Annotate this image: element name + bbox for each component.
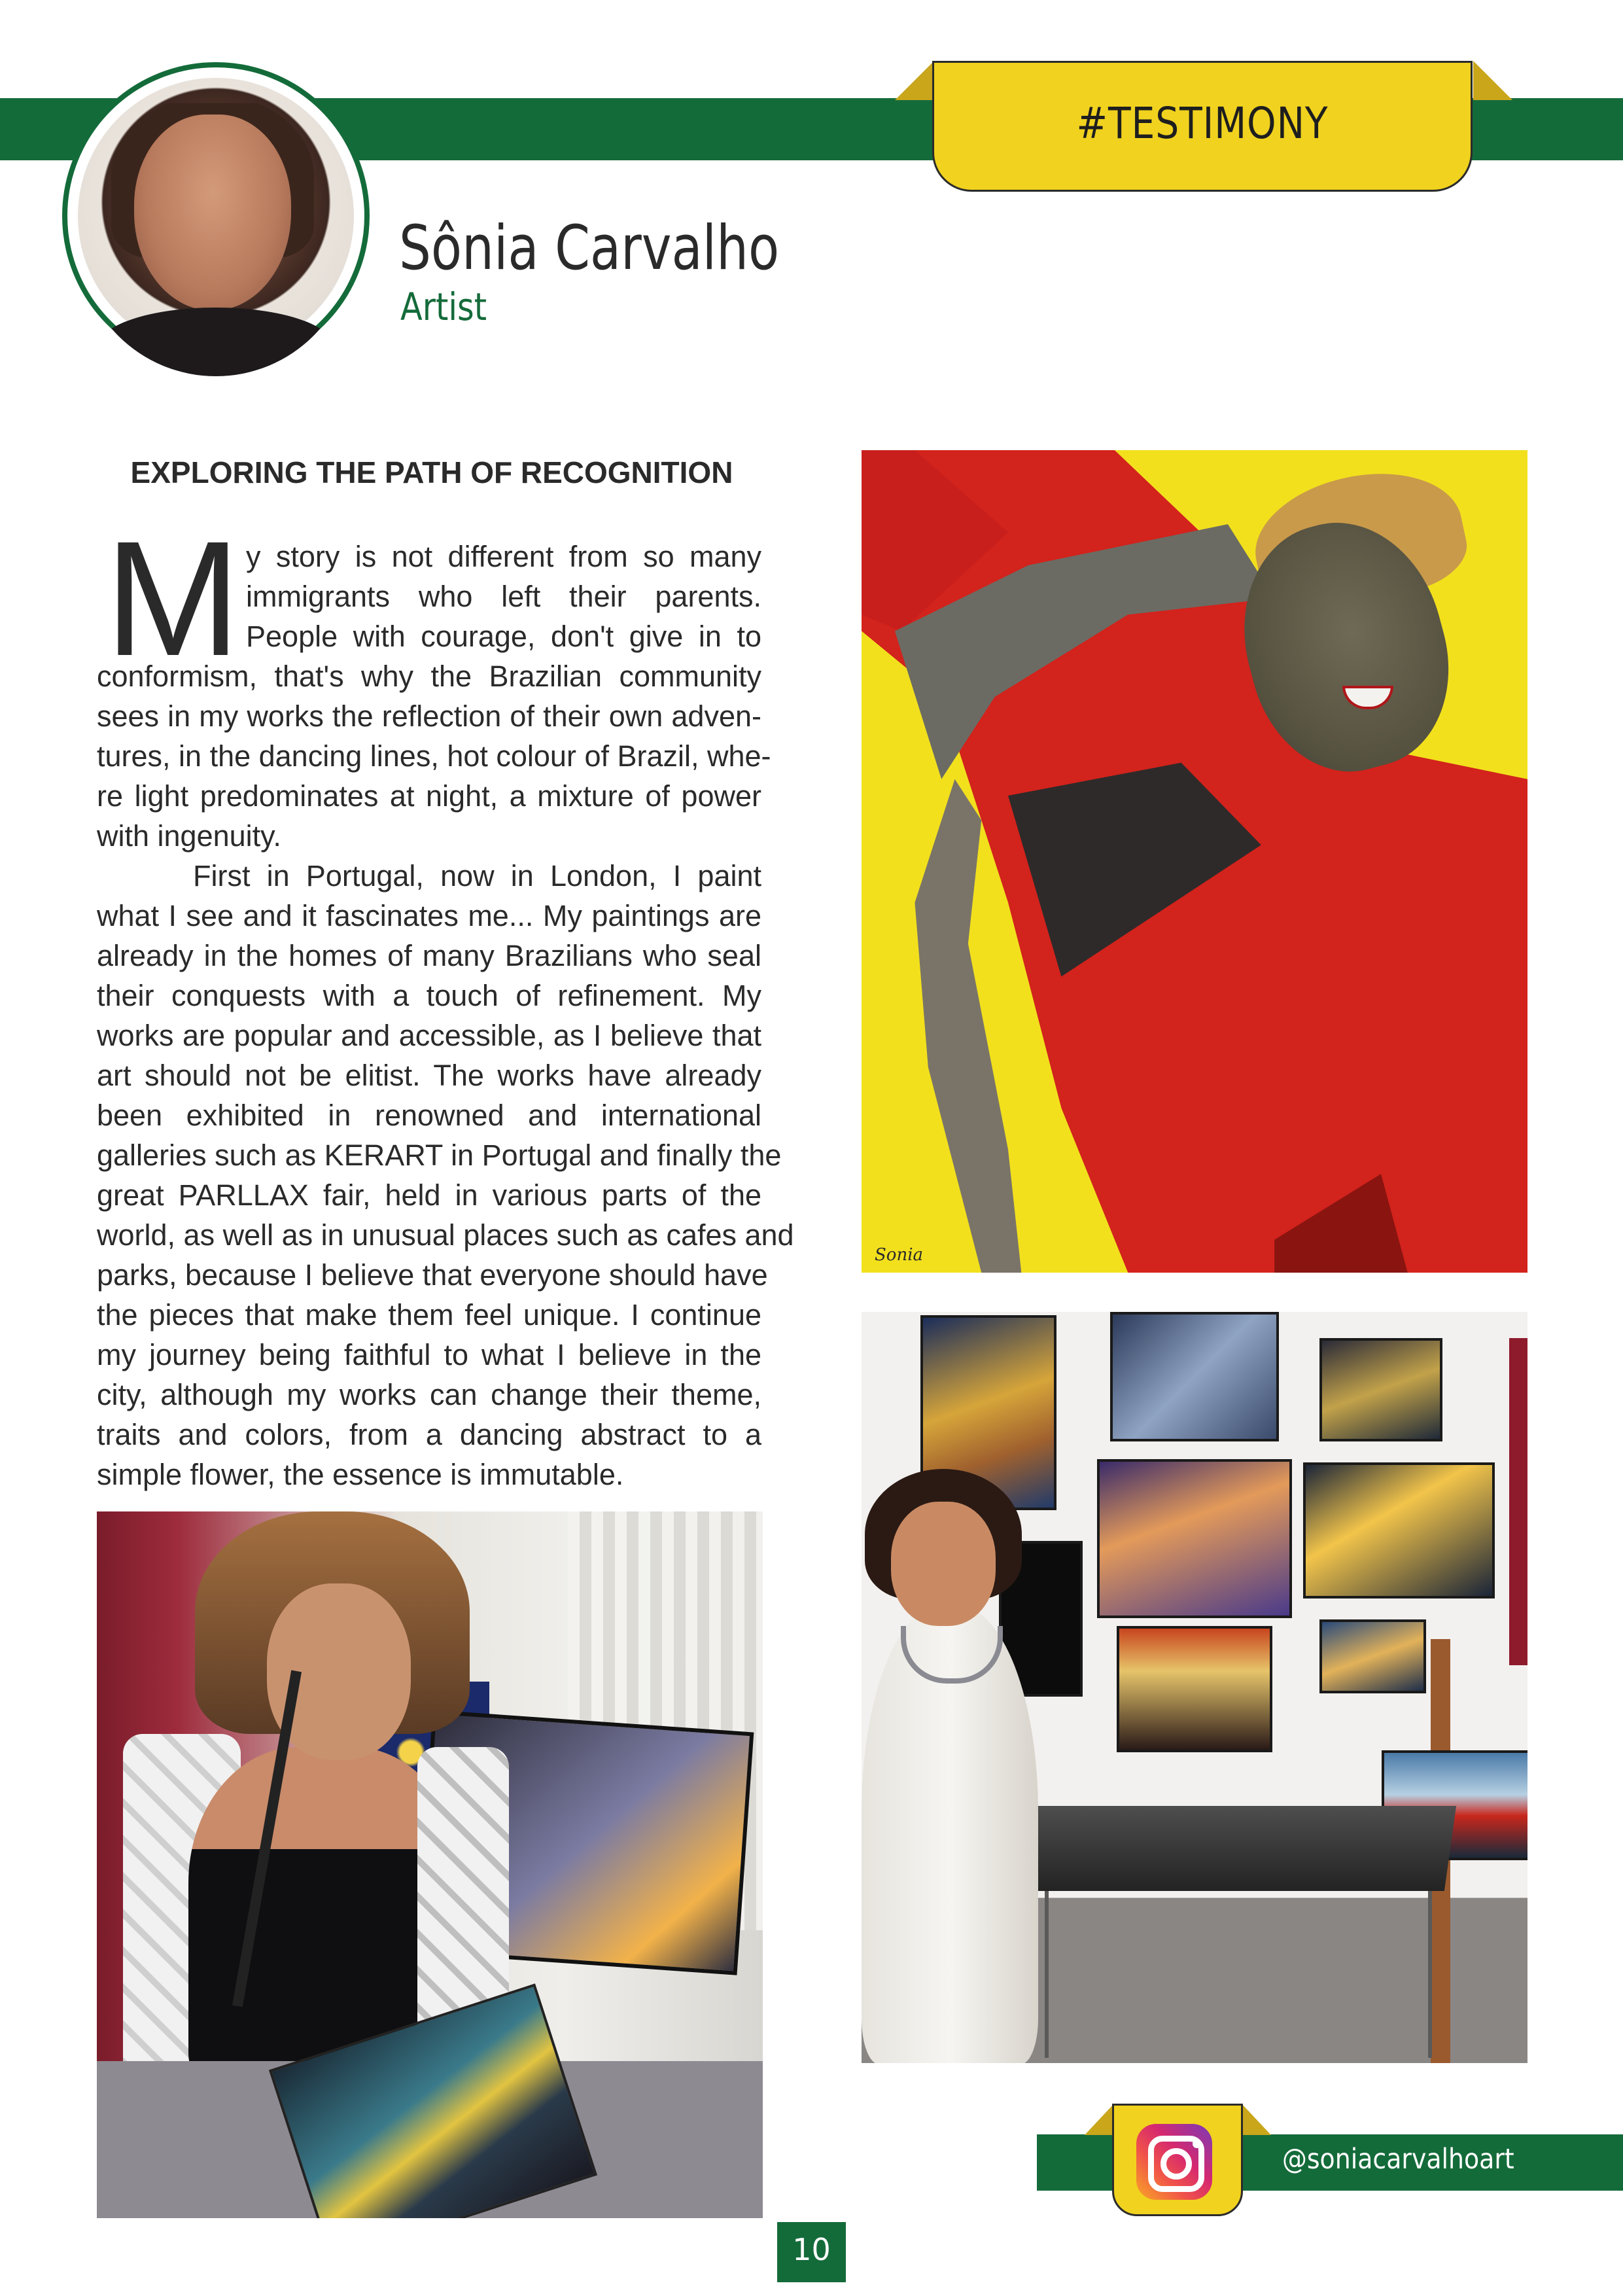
article-line: the pieces that make them feel unique. I continue (97, 1298, 761, 1332)
painting-signature: Sonia (875, 1245, 924, 1265)
article-line: what I see and it fascinates me... My paintings are (97, 899, 761, 932)
exhibited-painting (1319, 1619, 1426, 1693)
article-line: my journey being faithful to what I believe in the (97, 1338, 761, 1371)
article-line: been exhibited in renowned and international (97, 1099, 761, 1132)
article-line: re light predominates at night, a mixture of power (97, 779, 761, 813)
article-line: great PARLLAX fair, held in various parts of the (97, 1178, 761, 1212)
instagram-ribbon-right (1242, 2104, 1271, 2135)
article-line: art should not be elitist. The works have already (97, 1059, 761, 1092)
article-line: immigrants who left their parents. (246, 580, 761, 613)
article-heading: EXPLORING THE PATH OF RECOGNITION (130, 455, 733, 489)
article-line: People with courage, don't give in to (246, 620, 761, 653)
drop-cap: M (105, 507, 241, 690)
page-number: 10 (792, 2232, 831, 2267)
tag-ribbon-left (895, 61, 934, 100)
article-line: world, as well as in unusual places such as cafes and (97, 1218, 794, 1252)
artist-face (891, 1502, 996, 1626)
exhibited-painting (1303, 1462, 1495, 1598)
exhibited-painting (1097, 1459, 1292, 1618)
display-table (1019, 1806, 1456, 1891)
instagram-handle[interactable]: @soniacarvalhoart (1282, 2143, 1514, 2176)
instagram-icon-lens (1161, 2148, 1192, 2180)
article-line: conformism, that's why the Brazilian community (97, 660, 761, 693)
author-name: Sônia Carvalho (399, 213, 780, 284)
author-role: Artist (400, 285, 487, 329)
exhibition-photo (862, 1312, 1527, 2063)
article-line: traits and colors, from a dancing abstract to a (97, 1418, 761, 1451)
tag-ribbon-right (1473, 61, 1512, 100)
table-legs (1045, 1888, 1432, 2058)
article-line: tures, in the dancing lines, hot colour of Brazil, whe- (97, 739, 771, 773)
article-line: sees in my works the reflection of their own adven- (97, 699, 761, 733)
exhibition-side-wall (1509, 1338, 1527, 1665)
exhibited-painting (1117, 1626, 1272, 1752)
testimony-tag-label: #TESTIMONY (1076, 98, 1329, 149)
exhibited-painting (1319, 1338, 1442, 1441)
artist-painting-photo (97, 1511, 763, 2218)
article-line: simple flower, the essence is immutable. (97, 1458, 624, 1491)
article-line: their conquests with a touch of refinement. My (97, 979, 761, 1012)
article-line: with ingenuity. (97, 819, 281, 853)
article-line: works are popular and accessible, as I believe that (97, 1019, 761, 1052)
instagram-ribbon-left (1085, 2104, 1114, 2135)
article-line: parks, because I believe that everyone should have (97, 1258, 768, 1292)
article-line: First in Portugal, now in London, I paint (193, 859, 761, 892)
article-line: city, although my works can change their theme, (97, 1378, 761, 1411)
author-photo-shoulders (98, 308, 334, 386)
exhibited-painting (1110, 1312, 1279, 1441)
author-photo-face (134, 115, 291, 311)
article-line: galleries such as KERART in Portugal and finally the (97, 1139, 782, 1172)
article-line: y story is not different from so many (246, 540, 761, 573)
article-line: already in the homes of many Brazilians who seal (97, 939, 761, 972)
painting-image (862, 450, 1527, 1273)
instagram-icon-dot (1193, 2140, 1201, 2148)
